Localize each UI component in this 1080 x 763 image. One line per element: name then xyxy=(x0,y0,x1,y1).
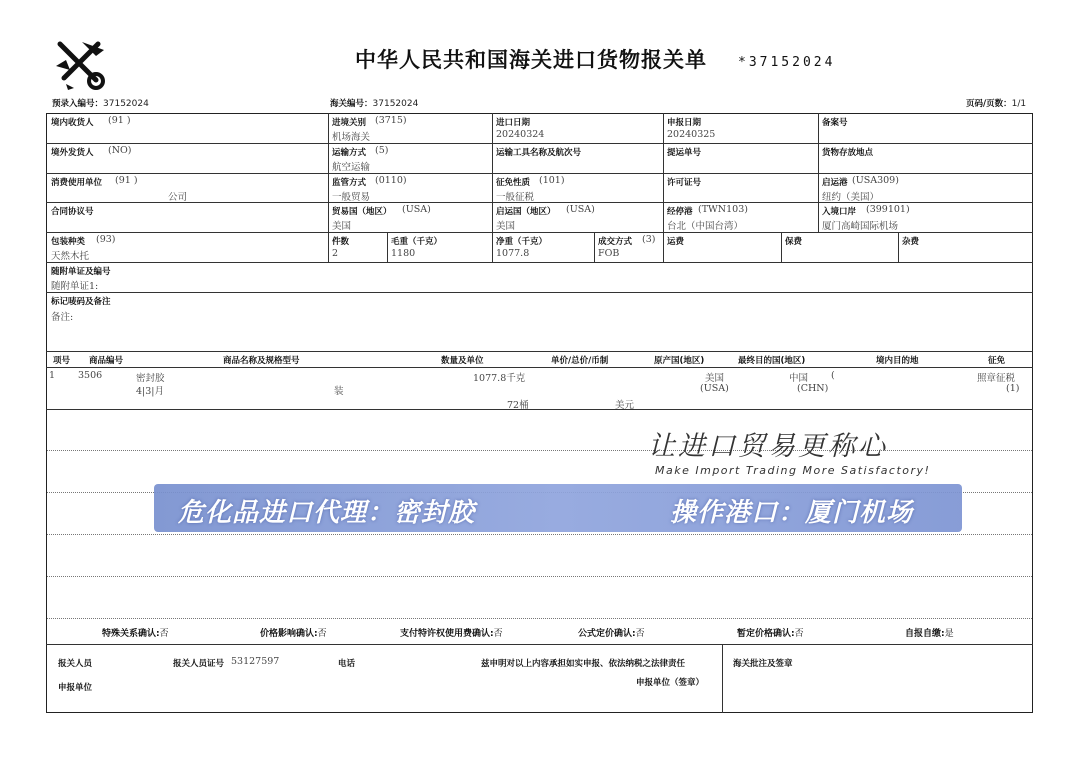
declare-date-label: 申报日期 xyxy=(667,118,702,128)
confirm-special-relation xyxy=(102,626,169,639)
goods-spec: 4|3|月 xyxy=(136,386,164,397)
confirm-label: 自报自缴: xyxy=(905,629,945,639)
slogan-chinese: 让进口贸易更称心 xyxy=(648,431,888,462)
page-label: 页码/页数： xyxy=(966,99,1012,109)
transport-mode-label: 运输方式 xyxy=(332,148,367,158)
confirm-value: 否 xyxy=(159,629,169,639)
consumer-company: 公司 xyxy=(168,192,188,203)
confirm-label: 支付特许权使用费确认: xyxy=(400,629,494,639)
phone-label: 电话 xyxy=(338,659,356,669)
goods-tax-mode-code: (1) xyxy=(1006,383,1020,394)
customs-logo xyxy=(52,36,108,92)
gross-weight-label: 毛重（千克） xyxy=(391,237,443,247)
preentry-number xyxy=(52,97,149,109)
confirm-label: 公式定价确认: xyxy=(578,629,636,639)
declarant-label: 报关人员 xyxy=(58,659,93,669)
goods-header-hs: 商品编号 xyxy=(89,356,124,366)
consumer-value: (91 ) xyxy=(115,175,138,186)
page-count xyxy=(966,97,1026,109)
shipper-value: (NO) xyxy=(108,145,132,156)
origin-country-value: 美国 xyxy=(496,221,516,232)
import-date-value: 20240324 xyxy=(496,129,545,140)
goods-tax-mode: 照章征税 xyxy=(977,373,1016,384)
insurance-label: 保费 xyxy=(785,237,803,247)
confirm-label: 暂定价格确认: xyxy=(737,629,795,639)
bill-label: 提运单号 xyxy=(667,148,702,158)
customs-approval-label: 海关批注及签章 xyxy=(733,659,793,669)
marks-label: 标记唛码及备注 xyxy=(51,297,111,307)
confirm-royalty xyxy=(400,626,503,639)
confirm-value: 否 xyxy=(317,629,327,639)
goods-header-origin: 原产国(地区) xyxy=(654,356,705,366)
confirm-value: 否 xyxy=(635,629,645,639)
transit-port-code: (TWN103) xyxy=(698,204,748,215)
depart-port-label: 启运港 xyxy=(822,178,848,188)
goods-hs-code: 3506 xyxy=(78,370,103,381)
goods-header-dest-country: 最终目的国(地区) xyxy=(738,356,806,366)
goods-qty-2: 72桶 xyxy=(507,400,529,411)
entry-port-label: 入境口岸 xyxy=(822,207,857,217)
shipper-label: 境外发货人 xyxy=(51,148,94,158)
confirm-value: 否 xyxy=(794,629,804,639)
declaration-statement: 兹申明对以上内容承担如实申报、依法纳税之法律责任 xyxy=(481,659,686,669)
confirm-label: 特殊关系确认: xyxy=(102,629,160,639)
origin-country-code: (USA) xyxy=(566,204,595,215)
customs-value: 37152024 xyxy=(372,99,419,109)
supervision-value: 一般贸易 xyxy=(332,192,371,203)
package-value: 天然木托 xyxy=(51,251,90,262)
trade-country-value: 美国 xyxy=(332,221,352,232)
confirm-value: 否 xyxy=(493,629,503,639)
goods-dest-code: (CHN) xyxy=(797,383,829,394)
deal-mode-code: (3) xyxy=(642,234,656,245)
entry-customs-label: 进境关别 xyxy=(332,118,367,128)
confirm-self-report xyxy=(905,626,954,639)
gross-weight-value: 1180 xyxy=(391,248,416,259)
goods-spec-2: 装 xyxy=(334,386,344,397)
supervision-code: (0110) xyxy=(375,175,407,186)
trade-country-code: (USA) xyxy=(402,204,431,215)
declarant-no-value: 53127597 xyxy=(231,656,280,667)
goods-header-name: 商品名称及规格型号 xyxy=(223,356,300,366)
trade-country-label: 贸易国（地区） xyxy=(332,207,392,217)
customs-label: 海关编号： xyxy=(330,99,373,109)
net-weight-value: 1077.8 xyxy=(496,248,530,259)
goods-qty: 1077.8千克 xyxy=(473,373,526,384)
goods-header-dest: 境内目的地 xyxy=(876,356,919,366)
declaring-unit-sign-label: 申报单位（签章） xyxy=(636,678,705,688)
goods-dest-extra: ( xyxy=(831,370,835,381)
goods-origin: 美国 xyxy=(705,373,725,384)
tax-nature-label: 征免性质 xyxy=(496,178,531,188)
supervision-label: 监管方式 xyxy=(332,178,367,188)
preentry-label: 预录入编号： xyxy=(52,99,104,109)
origin-country-label: 启运国（地区） xyxy=(496,207,556,217)
record-label: 备案号 xyxy=(822,118,848,128)
misc-fee-label: 杂费 xyxy=(902,237,920,247)
goods-item-no: 1 xyxy=(49,370,56,381)
confirm-value: 是 xyxy=(944,629,954,639)
tax-nature-code: (101) xyxy=(539,175,565,186)
confirm-formula-price xyxy=(578,626,645,639)
package-label: 包装种类 xyxy=(51,237,86,247)
documents-value: 随附单证1: xyxy=(51,281,99,292)
import-date-label: 进口日期 xyxy=(496,118,531,128)
declare-date-value: 20240325 xyxy=(667,129,716,140)
goods-header-item: 项号 xyxy=(53,356,71,366)
banner-left-text: 危化品进口代理：密封胶 xyxy=(178,498,476,528)
document-title: 中华人民共和国海关进口货物报关单 xyxy=(355,48,707,72)
license-label: 许可证号 xyxy=(667,178,702,188)
goods-origin-code: (USA) xyxy=(700,383,729,394)
confirm-price-impact xyxy=(260,626,327,639)
page-value: 1/1 xyxy=(1011,99,1027,109)
entry-customs-value: 机场海关 xyxy=(332,132,371,143)
freight-label: 运费 xyxy=(667,237,685,247)
goods-dest: 中国 xyxy=(789,373,809,384)
depart-port-code: (USA309) xyxy=(852,175,899,186)
tax-nature-value: 一般征税 xyxy=(496,192,535,203)
goods-name: 密封胶 xyxy=(136,373,165,384)
contract-label: 合同协议号 xyxy=(51,207,94,217)
consignee-label: 境内收货人 xyxy=(51,118,94,128)
entry-port-value: 厦门高崎国际机场 xyxy=(822,221,899,232)
declarant-no-label: 报关人员证号 xyxy=(173,659,225,669)
transit-port-label: 经停港 xyxy=(667,207,693,217)
confirm-label: 价格影响确认: xyxy=(260,629,318,639)
net-weight-label: 净重（千克） xyxy=(496,237,548,247)
vehicle-label: 运输工具名称及航次号 xyxy=(496,148,582,158)
documents-label: 随附单证及编号 xyxy=(51,267,111,277)
marks-value: 备注: xyxy=(51,312,74,323)
pieces-value: 2 xyxy=(332,248,339,259)
goods-header-qty: 数量及单位 xyxy=(441,356,484,366)
declaring-unit-label: 申报单位 xyxy=(58,683,93,693)
transport-mode-value: 航空运输 xyxy=(332,162,371,173)
goods-header-tax: 征免 xyxy=(988,356,1006,366)
depart-port-value: 纽约（美国） xyxy=(822,192,880,203)
entry-port-code: (399101) xyxy=(866,204,910,215)
deal-mode-value: FOB xyxy=(598,248,620,259)
entry-customs-code: (3715) xyxy=(375,115,407,126)
customs-number xyxy=(330,97,418,109)
customs-emblem-icon xyxy=(52,36,108,92)
consignee-value: (91 ) xyxy=(108,115,131,126)
banner-right-text: 操作港口：厦门机场 xyxy=(670,498,914,528)
transit-port-value: 台北（中国台湾） xyxy=(667,221,744,232)
declaration-form xyxy=(46,113,1033,713)
goods-header-price: 单价/总价/币制 xyxy=(551,356,609,366)
storage-label: 货物存放地点 xyxy=(822,148,874,158)
serial-number: *37152024 xyxy=(738,55,836,70)
consumer-label: 消费使用单位 xyxy=(51,178,103,188)
goods-currency: 美元 xyxy=(615,400,635,411)
package-code: (93) xyxy=(96,234,116,245)
transport-mode-code: (5) xyxy=(375,145,389,156)
slogan-english: Make Import Trading More Satisfactory! xyxy=(655,464,931,477)
pieces-label: 件数 xyxy=(332,237,350,247)
preentry-value: 37152024 xyxy=(103,99,149,109)
deal-mode-label: 成交方式 xyxy=(598,237,633,247)
confirm-provisional-price xyxy=(737,626,804,639)
